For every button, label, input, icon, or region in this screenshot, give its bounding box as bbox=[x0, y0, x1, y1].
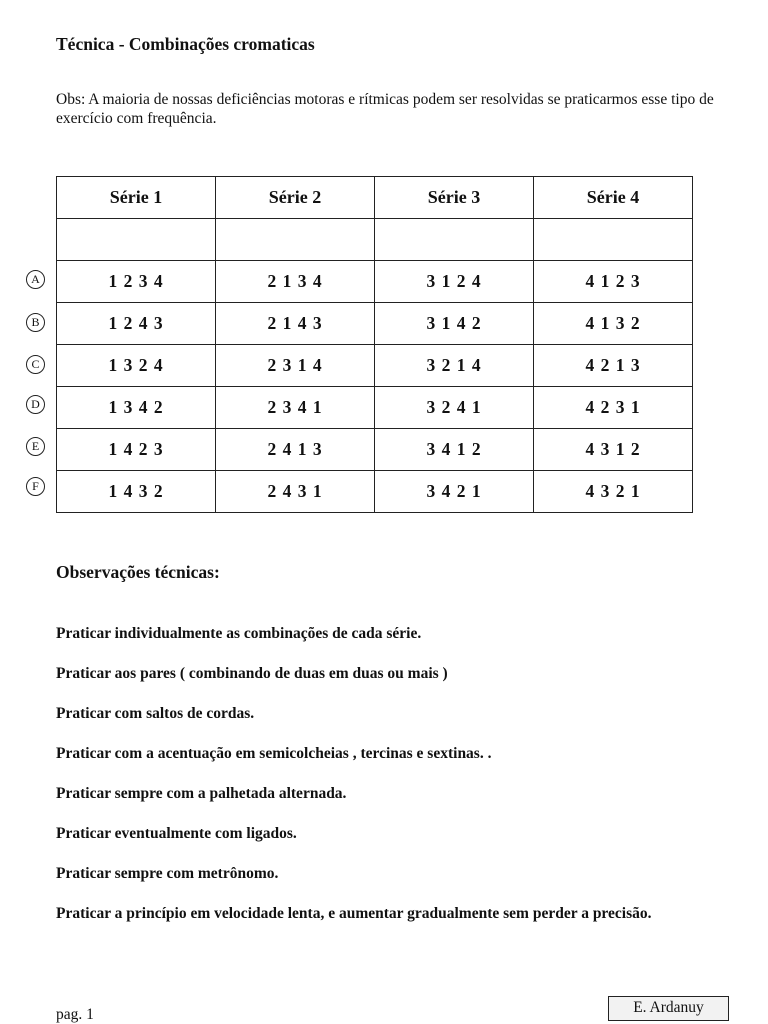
header-serie-3: Série 3 bbox=[375, 177, 534, 219]
list-item: Praticar eventualmente com ligados. bbox=[56, 825, 297, 842]
table-cell: 2 4 1 3 bbox=[216, 429, 375, 471]
header-serie-1: Série 1 bbox=[57, 177, 216, 219]
table-cell: 3 1 4 2 bbox=[375, 303, 534, 345]
table-cell: 2 1 3 4 bbox=[216, 261, 375, 303]
circled-letter-d: D bbox=[26, 395, 45, 414]
table-cell: 1 3 2 4 bbox=[57, 345, 216, 387]
table-cell: 4 3 1 2 bbox=[534, 429, 693, 471]
list-item: Praticar sempre com a palhetada alternada. bbox=[56, 785, 347, 802]
table-cell: 4 2 1 3 bbox=[534, 345, 693, 387]
table-row bbox=[57, 471, 693, 513]
table-cell: 2 3 1 4 bbox=[216, 345, 375, 387]
page-number: pag. 1 bbox=[56, 1006, 94, 1023]
intro-note: Obs: A maioria de nossas deficiências motoras e rítmicas podem ser resolvidas se praticarmos esse tipo de exercício com frequência. bbox=[56, 91, 714, 127]
table-cell: 3 4 2 1 bbox=[375, 471, 534, 513]
table-header-row bbox=[57, 177, 693, 219]
list-item: Praticar sempre com metrônomo. bbox=[56, 865, 279, 882]
table-cell: 3 2 1 4 bbox=[375, 345, 534, 387]
table-cell: 2 4 3 1 bbox=[216, 471, 375, 513]
list-item: Praticar com saltos de cordas. bbox=[56, 705, 255, 722]
table-blank-row bbox=[57, 219, 693, 261]
table-cell bbox=[216, 219, 375, 261]
circled-letter-f: F bbox=[26, 477, 45, 496]
table-cell: 1 4 3 2 bbox=[57, 471, 216, 513]
table-cell: 1 3 4 2 bbox=[57, 387, 216, 429]
list-item: Praticar com a acentuação em semicolcheias , tercinas e sextinas. . bbox=[56, 745, 492, 762]
list-item: Praticar individualmente as combinações de cada série. bbox=[56, 625, 422, 642]
table-row bbox=[57, 429, 693, 471]
page-title: Técnica - Combinações cromaticas bbox=[56, 34, 315, 54]
table-cell: 1 2 3 4 bbox=[57, 261, 216, 303]
table-cell: 1 4 2 3 bbox=[57, 429, 216, 471]
table-row bbox=[57, 261, 693, 303]
table-cell: 3 4 1 2 bbox=[375, 429, 534, 471]
header-serie-4: Série 4 bbox=[534, 177, 693, 219]
header-serie-2: Série 2 bbox=[216, 177, 375, 219]
table-row bbox=[57, 303, 693, 345]
author-box: E. Ardanuy bbox=[608, 996, 729, 1021]
table-cell: 2 3 4 1 bbox=[216, 387, 375, 429]
table-cell: 1 2 4 3 bbox=[57, 303, 216, 345]
observations-list bbox=[56, 624, 676, 944]
table-cell: 4 2 3 1 bbox=[534, 387, 693, 429]
table-cell bbox=[375, 219, 534, 261]
list-item: Praticar aos pares ( combinando de duas em duas ou mais ) bbox=[56, 665, 448, 682]
list-item: Praticar a princípio em velocidade lenta, e aumentar gradualmente sem perder a precisão. bbox=[56, 905, 652, 922]
table-cell: 4 3 2 1 bbox=[534, 471, 693, 513]
circled-letter-b: B bbox=[26, 313, 45, 332]
circled-letter-c: C bbox=[26, 355, 45, 374]
table-cell: 4 1 2 3 bbox=[534, 261, 693, 303]
table-cell bbox=[534, 219, 693, 261]
circled-letter-a: A bbox=[26, 270, 45, 289]
circled-letter-e: E bbox=[26, 437, 45, 456]
table-row bbox=[57, 387, 693, 429]
table-cell: 3 2 4 1 bbox=[375, 387, 534, 429]
table-row bbox=[57, 345, 693, 387]
table-cell: 2 1 4 3 bbox=[216, 303, 375, 345]
table-cell bbox=[57, 219, 216, 261]
observations-heading: Observações técnicas: bbox=[56, 562, 220, 582]
table-cell: 4 1 3 2 bbox=[534, 303, 693, 345]
combinations-table bbox=[56, 176, 693, 513]
table-cell: 3 1 2 4 bbox=[375, 261, 534, 303]
